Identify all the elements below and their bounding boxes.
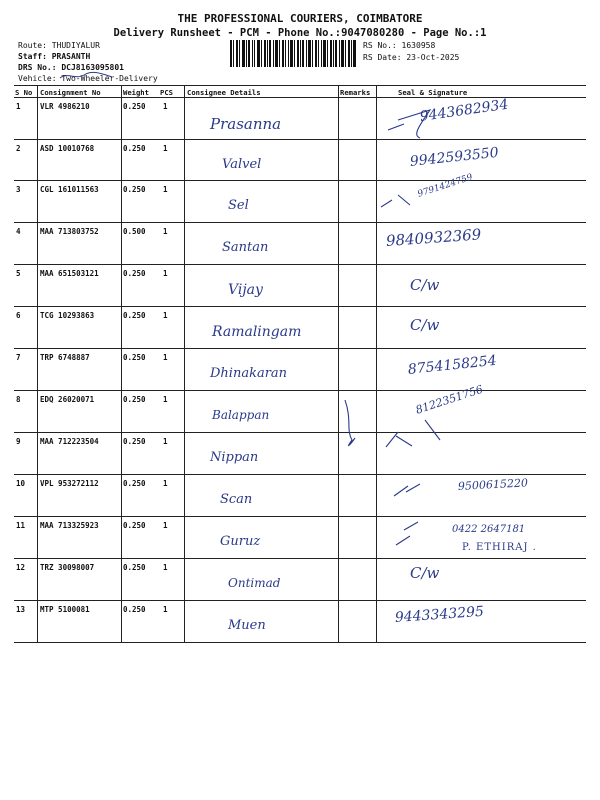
row-sno: 11 <box>16 521 26 530</box>
row-weight: 0.250 <box>123 102 146 111</box>
row-seal-signature: 9791424759 <box>416 172 475 200</box>
row-consignee-signature: Ramalingam <box>212 324 302 340</box>
col-header-consignee: Consignee Details <box>187 88 261 97</box>
row-consignee-signature: Muen <box>228 618 266 633</box>
drs-line: DRS No.: DCJ8163095801 <box>18 63 124 72</box>
runsheet-subtitle: Delivery Runsheet - PCM - Phone No.:9047080280 - Page No.:1 <box>113 27 487 39</box>
row-consignee-signature: Dhinakaran <box>210 366 288 381</box>
row-consignment-no: TCG 10293863 <box>40 311 95 320</box>
row-consignment-no: CGL 161011563 <box>40 185 99 194</box>
col-header-sno: S No <box>15 88 33 97</box>
row-weight: 0.250 <box>123 437 146 446</box>
row-pcs: 1 <box>163 102 168 111</box>
col-header-pcs: PCS <box>160 88 173 97</box>
row-pcs: 1 <box>163 144 168 153</box>
row-pcs: 1 <box>163 437 168 446</box>
row-pcs: 1 <box>163 227 168 236</box>
row-consignee-signature: Vijay <box>228 282 263 298</box>
row-sno: 12 <box>16 563 26 572</box>
row-consignment-no: EDQ 26020071 <box>40 395 95 404</box>
row-consignee-signature: Ontimad <box>228 576 281 590</box>
row-sno: 5 <box>16 269 21 278</box>
row-seal-signature: 0422 2647181 <box>452 524 526 535</box>
col-header-seal: Seal & Signature <box>398 88 468 97</box>
row-seal-name: P. ETHIRAJ . <box>462 542 537 553</box>
row-pcs: 1 <box>163 185 168 194</box>
row-pcs: 1 <box>163 395 168 404</box>
row-pcs: 1 <box>163 479 168 488</box>
row-weight: 0.250 <box>123 605 146 614</box>
row-weight: 0.250 <box>123 311 146 320</box>
rs-date: RS Date: 23-Oct-2025 <box>363 53 460 62</box>
row-seal-signature: 9500615220 <box>457 476 529 493</box>
row-consignee-signature: Guruz <box>220 534 261 549</box>
row-seal-signature: C/w <box>410 316 440 334</box>
rs-number: RS No.: 1630958 <box>363 41 436 50</box>
row-seal-signature: 9942593550 <box>409 144 500 170</box>
row-consignment-no: TRP 6748887 <box>40 353 90 362</box>
row-pcs: 1 <box>163 353 168 362</box>
row-sno: 8 <box>16 395 21 404</box>
row-pcs: 1 <box>163 269 168 278</box>
row-sno: 1 <box>16 102 21 111</box>
row-consignee-signature: Prasanna <box>210 115 282 133</box>
col-header-weight: Weight <box>123 88 149 97</box>
row-sno: 10 <box>16 479 26 488</box>
row-weight: 0.250 <box>123 269 146 278</box>
row-consignee-signature: Nippan <box>210 450 259 465</box>
row-sno: 6 <box>16 311 21 320</box>
route-line: Route: THUDIYALUR <box>18 41 100 50</box>
row-consignee-signature: Valvel <box>222 157 262 172</box>
row-seal-signature: 9443682934 <box>418 96 510 125</box>
row-weight: 0.250 <box>123 563 146 572</box>
row-consignment-no: MAA 713803752 <box>40 227 99 236</box>
row-seal-signature: C/w <box>410 564 440 582</box>
row-consignment-no: MAA 712223504 <box>40 437 99 446</box>
row-consignment-no: VLR 4986210 <box>40 102 90 111</box>
row-consignment-no: MTP 5100081 <box>40 605 90 614</box>
row-consignee-signature: Scan <box>220 492 253 507</box>
row-sno: 7 <box>16 353 21 362</box>
row-sno: 2 <box>16 144 21 153</box>
row-sno: 9 <box>16 437 21 446</box>
row-pcs: 1 <box>163 311 168 320</box>
company-title: THE PROFESSIONAL COURIERS, COIMBATORE <box>177 12 423 25</box>
vehicle-line: Vehicle: Two-Wheeler-Delivery <box>18 74 158 83</box>
row-pcs: 1 <box>163 605 168 614</box>
row-weight: 0.250 <box>123 395 146 404</box>
row-weight: 0.250 <box>123 353 146 362</box>
row-pcs: 1 <box>163 563 168 572</box>
row-consignment-no: MAA 651503121 <box>40 269 99 278</box>
col-header-remarks: Remarks <box>340 88 371 97</box>
row-weight: 0.250 <box>123 144 146 153</box>
row-consignee-signature: Santan <box>222 240 269 255</box>
row-consignee-signature: Balappan <box>212 408 270 422</box>
row-consignee-signature: Sel <box>228 198 249 213</box>
row-weight: 0.250 <box>123 521 146 530</box>
row-sno: 13 <box>16 605 26 614</box>
row-weight: 0.250 <box>123 185 146 194</box>
row-seal-signature: 9443343295 <box>394 603 485 626</box>
row-consignment-no: MAA 713325923 <box>40 521 99 530</box>
row-consignment-no: ASD 10010768 <box>40 144 95 153</box>
row-consignment-no: VPL 953272112 <box>40 479 99 488</box>
staff-line: Staff: PRASANTH <box>18 52 91 61</box>
row-consignment-no: TRZ 30098007 <box>40 563 95 572</box>
row-weight: 0.500 <box>123 227 146 236</box>
row-seal-signature: 8122351756 <box>413 382 485 417</box>
col-header-consignment: Consignment No <box>40 88 101 97</box>
row-seal-signature: 9840932369 <box>385 225 482 250</box>
row-sno: 4 <box>16 227 21 236</box>
row-seal-signature: 8754158254 <box>407 352 498 378</box>
row-pcs: 1 <box>163 521 168 530</box>
row-seal-signature: C/w <box>410 276 440 294</box>
row-sno: 3 <box>16 185 21 194</box>
row-weight: 0.250 <box>123 479 146 488</box>
